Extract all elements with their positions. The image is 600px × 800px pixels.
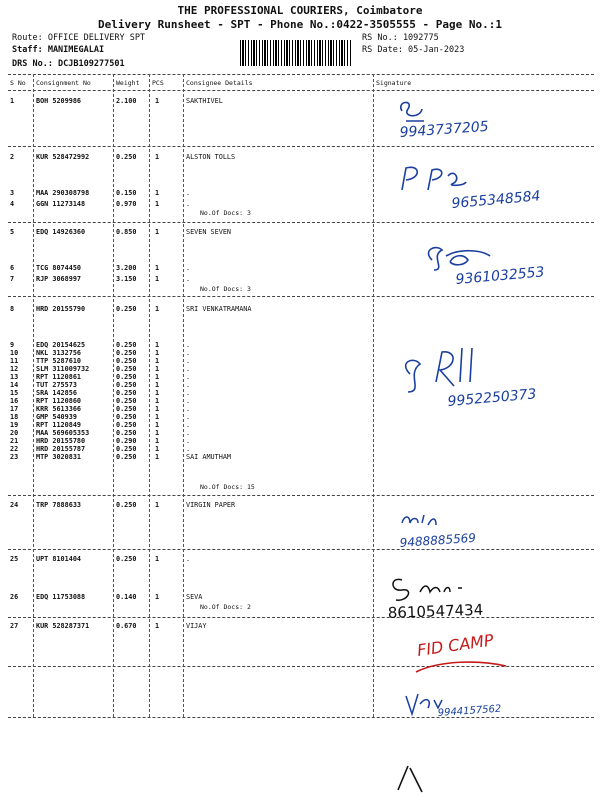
row-pcs: 1 bbox=[155, 445, 160, 453]
signature-1-text: 9943737205 bbox=[399, 118, 490, 141]
header-rule-top bbox=[8, 74, 594, 75]
row-pcs: 1 bbox=[155, 153, 160, 161]
row-sno: 9 bbox=[10, 341, 15, 349]
pen-stroke-mark bbox=[392, 762, 432, 796]
col-sno: S No bbox=[10, 79, 26, 87]
col-consignment: Consignment No bbox=[36, 79, 91, 87]
row-weight: 0.250 bbox=[116, 445, 137, 453]
row-weight: 3.200 bbox=[116, 264, 137, 272]
row-weight: 0.250 bbox=[116, 453, 137, 461]
row-pcs: 1 bbox=[155, 275, 160, 283]
row-weight: 0.250 bbox=[116, 413, 137, 421]
row-consignment-no: EDQ 14926360 bbox=[36, 228, 86, 236]
row-consignee: . bbox=[186, 397, 191, 405]
row-weight: 0.250 bbox=[116, 389, 137, 397]
row-consignee: . bbox=[186, 189, 191, 197]
row-consignee: . bbox=[186, 405, 191, 413]
row-sno: 18 bbox=[10, 413, 19, 421]
row-consignee: . bbox=[186, 373, 191, 381]
row-sno: 6 bbox=[10, 264, 15, 272]
row-consignee: VIRGIN PAPER bbox=[186, 501, 236, 509]
row-consignee: VIJAY bbox=[186, 622, 207, 630]
row-weight: 0.250 bbox=[116, 305, 137, 313]
row-pcs: 1 bbox=[155, 264, 160, 272]
rs-date: RS Date: 05-Jan-2023 bbox=[362, 45, 465, 55]
signature-7-text: FID CAMP bbox=[415, 630, 495, 660]
row-consignee: SRI VENKATRAMANA bbox=[186, 305, 252, 313]
row-pcs: 1 bbox=[155, 365, 160, 373]
row-consignee: SAI AMUTHAM bbox=[186, 453, 232, 461]
signature-2-text: 9655348584 bbox=[450, 188, 542, 212]
row-pcs: 1 bbox=[155, 373, 160, 381]
row-consignee: . bbox=[186, 445, 191, 453]
row-pcs: 1 bbox=[155, 593, 160, 601]
row-sno: 19 bbox=[10, 421, 19, 429]
row-weight: 0.250 bbox=[116, 357, 137, 365]
row-pcs: 1 bbox=[155, 381, 160, 389]
row-consignment-no: NKL 3132756 bbox=[36, 349, 82, 357]
row-pcs: 1 bbox=[155, 501, 160, 509]
row-pcs: 1 bbox=[155, 397, 160, 405]
rs-number: RS No.: 1092775 bbox=[362, 33, 439, 43]
row-weight: 0.250 bbox=[116, 421, 137, 429]
row-consignment-no: RPT 1120860 bbox=[36, 397, 82, 405]
row-weight: 0.670 bbox=[116, 622, 137, 630]
col-divider bbox=[33, 74, 34, 717]
section-rule bbox=[8, 495, 594, 496]
docs-count: No.Of Docs: 15 bbox=[200, 483, 255, 491]
row-weight: 2.100 bbox=[116, 97, 137, 105]
row-consignee: . bbox=[186, 437, 191, 445]
row-sno: 23 bbox=[10, 453, 19, 461]
row-weight: 0.250 bbox=[116, 373, 137, 381]
row-sno: 4 bbox=[10, 200, 15, 208]
docs-count: No.Of Docs: 3 bbox=[200, 209, 251, 217]
row-sno: 14 bbox=[10, 381, 19, 389]
row-consignee: ALSTON TOLLS bbox=[186, 153, 236, 161]
row-sno: 13 bbox=[10, 373, 19, 381]
row-consignment-no: GGN 11273148 bbox=[36, 200, 86, 208]
row-sno: 8 bbox=[10, 305, 15, 313]
row-consignee: . bbox=[186, 341, 191, 349]
row-consignment-no: RJP 3068997 bbox=[36, 275, 82, 283]
row-consignment-no: HRD 20155790 bbox=[36, 305, 86, 313]
row-sno: 11 bbox=[10, 357, 19, 365]
row-consignment-no: KUR 528472992 bbox=[36, 153, 90, 161]
signature-3 bbox=[420, 236, 590, 296]
row-weight: 0.250 bbox=[116, 555, 137, 563]
col-details: Consignee Details bbox=[186, 79, 253, 87]
col-divider bbox=[149, 74, 150, 717]
row-consignment-no: RPT 1120861 bbox=[36, 373, 82, 381]
signature-4 bbox=[396, 342, 586, 418]
company-title: THE PROFESSIONAL COURIERS, Coimbatore bbox=[177, 4, 423, 17]
row-sno: 12 bbox=[10, 365, 19, 373]
row-consignee: . bbox=[186, 275, 191, 283]
row-weight: 0.150 bbox=[116, 189, 137, 197]
row-sno: 10 bbox=[10, 349, 19, 357]
row-consignment-no: GMP 540939 bbox=[36, 413, 77, 421]
row-consignment-no: TRP 7888633 bbox=[36, 501, 82, 509]
row-consignment-no: HRD 20155780 bbox=[36, 437, 86, 445]
signature-8 bbox=[398, 686, 548, 726]
col-divider bbox=[183, 74, 184, 717]
row-consignment-no: EDQ 20154625 bbox=[36, 341, 86, 349]
row-weight: 0.250 bbox=[116, 501, 137, 509]
row-consignee: . bbox=[186, 200, 191, 208]
row-sno: 22 bbox=[10, 445, 19, 453]
row-sno: 17 bbox=[10, 405, 19, 413]
row-consignment-no: SLM 311009732 bbox=[36, 365, 90, 373]
row-consignment-no: UPT 8101404 bbox=[36, 555, 82, 563]
row-consignment-no: SRA 142856 bbox=[36, 389, 77, 397]
row-consignee: . bbox=[186, 389, 191, 397]
row-consignee: . bbox=[186, 555, 191, 563]
row-consignee: . bbox=[186, 413, 191, 421]
drs-number: DRS No.: DCJB109277501 bbox=[12, 59, 125, 69]
signature-3-text: 9361032553 bbox=[454, 264, 546, 288]
row-sno: 16 bbox=[10, 397, 19, 405]
row-consignee: SEVA bbox=[186, 593, 203, 601]
row-weight: 0.250 bbox=[116, 153, 137, 161]
row-weight: 0.250 bbox=[116, 341, 137, 349]
signature-5-text: 9488885569 bbox=[399, 530, 477, 550]
row-pcs: 1 bbox=[155, 555, 160, 563]
barcode bbox=[240, 40, 352, 66]
row-pcs: 1 bbox=[155, 421, 160, 429]
route-label: Route: OFFICE DELIVERY SPT bbox=[12, 33, 146, 43]
row-pcs: 1 bbox=[155, 622, 160, 630]
row-pcs: 1 bbox=[155, 357, 160, 365]
row-sno: 26 bbox=[10, 593, 19, 601]
row-pcs: 1 bbox=[155, 97, 160, 105]
row-sno: 21 bbox=[10, 437, 19, 445]
row-sno: 20 bbox=[10, 429, 19, 437]
row-weight: 3.150 bbox=[116, 275, 137, 283]
row-consignment-no: BOH 5209986 bbox=[36, 97, 82, 105]
row-consignment-no: MAA 569605353 bbox=[36, 429, 90, 437]
signature-8-text: 9944157562 bbox=[437, 703, 502, 719]
row-consignment-no: EDQ 11753088 bbox=[36, 593, 86, 601]
row-consignment-no: TUT 275573 bbox=[36, 381, 77, 389]
docs-count: No.Of Docs: 2 bbox=[200, 603, 251, 611]
row-consignee: . bbox=[186, 381, 191, 389]
signature-6 bbox=[384, 570, 564, 624]
row-consignee: . bbox=[186, 421, 191, 429]
row-pcs: 1 bbox=[155, 429, 160, 437]
col-pcs: PCS bbox=[152, 79, 164, 87]
col-signature: Signature bbox=[376, 79, 412, 87]
row-pcs: 1 bbox=[155, 405, 160, 413]
row-consignment-no: KUR 528287371 bbox=[36, 622, 90, 630]
row-sno: 27 bbox=[10, 622, 19, 630]
signature-4-text: 9952250373 bbox=[446, 386, 538, 410]
row-sno: 15 bbox=[10, 389, 19, 397]
section-rule bbox=[8, 146, 594, 147]
row-consignment-no: RPT 1120849 bbox=[36, 421, 82, 429]
row-consignment-no: KRR 5613366 bbox=[36, 405, 82, 413]
row-sno: 24 bbox=[10, 501, 19, 509]
row-weight: 0.250 bbox=[116, 397, 137, 405]
row-consignment-no: HRD 20155787 bbox=[36, 445, 86, 453]
row-weight: 0.250 bbox=[116, 429, 137, 437]
row-pcs: 1 bbox=[155, 189, 160, 197]
row-consignment-no: MAA 290308798 bbox=[36, 189, 90, 197]
row-sno: 7 bbox=[10, 275, 15, 283]
row-sno: 3 bbox=[10, 189, 15, 197]
row-weight: 0.250 bbox=[116, 349, 137, 357]
row-sno: 2 bbox=[10, 153, 15, 161]
row-weight: 0.250 bbox=[116, 365, 137, 373]
signature-1 bbox=[392, 95, 532, 141]
row-consignee: SAKTHIVEL bbox=[186, 97, 223, 105]
signature-5 bbox=[396, 507, 546, 553]
docs-count: No.Of Docs: 3 bbox=[200, 285, 251, 293]
row-pcs: 1 bbox=[155, 413, 160, 421]
col-divider bbox=[373, 74, 374, 717]
row-consignment-no: TTP 5287610 bbox=[36, 357, 82, 365]
row-pcs: 1 bbox=[155, 389, 160, 397]
row-consignment-no: MTP 3020831 bbox=[36, 453, 82, 461]
section-rule bbox=[8, 222, 594, 223]
row-consignee: . bbox=[186, 349, 191, 357]
row-weight: 0.140 bbox=[116, 593, 137, 601]
section-rule bbox=[8, 296, 594, 297]
row-consignee: . bbox=[186, 357, 191, 365]
row-weight: 0.250 bbox=[116, 405, 137, 413]
signature-7 bbox=[410, 630, 520, 684]
row-pcs: 1 bbox=[155, 305, 160, 313]
row-sno: 5 bbox=[10, 228, 15, 236]
row-pcs: 1 bbox=[155, 228, 160, 236]
row-consignee: . bbox=[186, 429, 191, 437]
signature-2 bbox=[392, 160, 582, 216]
row-sno: 1 bbox=[10, 97, 15, 105]
staff-label: Staff: MANIMEGALAI bbox=[12, 45, 105, 55]
row-pcs: 1 bbox=[155, 200, 160, 208]
row-pcs: 1 bbox=[155, 437, 160, 445]
row-weight: 0.850 bbox=[116, 228, 137, 236]
row-pcs: 1 bbox=[155, 349, 160, 357]
row-weight: 0.250 bbox=[116, 381, 137, 389]
row-pcs: 1 bbox=[155, 341, 160, 349]
row-pcs: 1 bbox=[155, 453, 160, 461]
runsheet-subtitle: Delivery Runsheet - SPT - Phone No.:0422-3505555 - Page No.:1 bbox=[98, 18, 502, 31]
row-weight: 0.970 bbox=[116, 200, 137, 208]
row-weight: 0.290 bbox=[116, 437, 137, 445]
header-rule-bottom bbox=[8, 90, 594, 91]
col-weight: Weight bbox=[116, 79, 140, 87]
row-consignee: SEVEN SEVEN bbox=[186, 228, 232, 236]
row-sno: 25 bbox=[10, 555, 19, 563]
row-consignee: . bbox=[186, 264, 191, 272]
signature-6-text: 8610547434 bbox=[387, 600, 484, 622]
row-consignment-no: TCG 8074450 bbox=[36, 264, 82, 272]
col-divider bbox=[113, 74, 114, 717]
row-consignee: . bbox=[186, 365, 191, 373]
